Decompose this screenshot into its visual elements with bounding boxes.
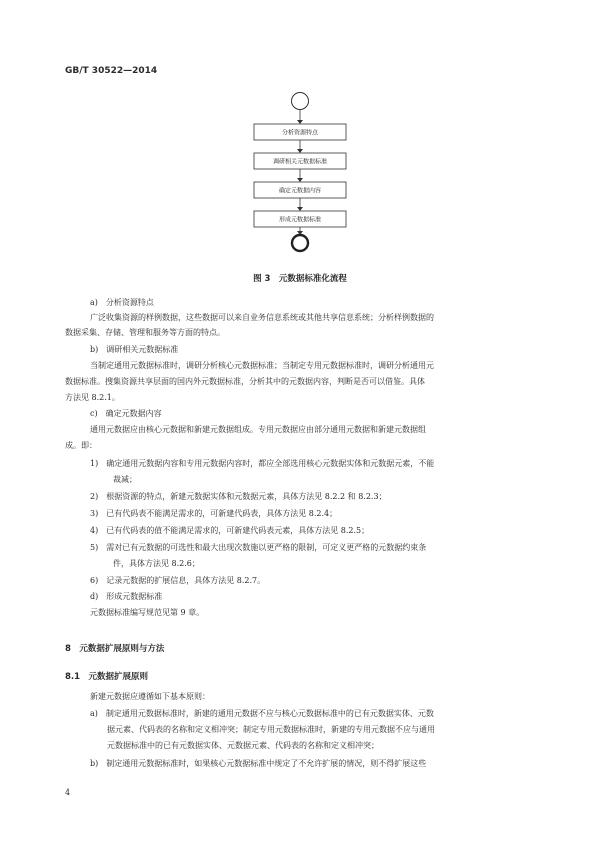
paragraph-line: 数据采集、存储、管理和服务等方面的特点。 (65, 328, 225, 337)
standard-code-header: GB/T 30522—2014 (65, 66, 158, 76)
item-a-heading: a) 分析资源特点 (90, 298, 154, 307)
paragraph-line: 成。即： (65, 441, 97, 450)
flow-step-4-label: 形成元数据标准 (278, 216, 322, 224)
principle-a-cont: 据元素、代码表的名称和定义相冲突；制定专用元数据标准时，新建的专用元数据不应与通用 (107, 725, 435, 734)
flow-end-node (292, 235, 308, 251)
item-b-heading: b) 调研相关元数据标准 (90, 345, 179, 354)
paragraph-line: 广泛收集资源的样例数据，这些数据可以来自业务信息系统或其他共享信息系统；分析样例数据的 (90, 313, 434, 322)
principle-a: a) 制定通用元数据标准时，新建的通用元数据不应与核心元数据标准中的已有元数据实体、元数 (90, 709, 434, 718)
paragraph-line: 方法见 8.2.1。 (65, 393, 120, 402)
flow-start-node (292, 93, 309, 110)
item-d-heading: d) 形成元数据标准 (90, 592, 163, 601)
principle-a-cont: 元数据标准中的已有元数据实体、元数据元素、代码表的名称和定义相冲突； (107, 741, 379, 750)
section-8-heading: 8 元数据扩展原则与方法 (65, 644, 165, 654)
list-item-3: 3) 已有代码表不能满足需求的，可新建代码表，具体方法见 8.2.4； (90, 509, 338, 518)
flow-arrow-icon (297, 120, 303, 124)
flow-step-3-label: 确定元数据内容 (278, 187, 322, 195)
flow-step-1-label: 分析资源特点 (281, 129, 319, 137)
figure-caption: 图 3 元数据标准化流程 (253, 274, 347, 284)
flow-step-2-label: 调研相关元数据标准 (272, 158, 328, 166)
list-item-1: 1) 确定通用元数据内容和专用元数据内容时，都应全部选用核心元数据实体和元数据元素，不能 (90, 459, 435, 468)
paragraph-line: 通用元数据应由核心元数据和新建元数据组成。专用元数据应由部分通用元数据和新建元数据组 (90, 425, 426, 434)
item-c-heading: c) 确定元数据内容 (90, 409, 162, 418)
paragraph-line: 新建元数据应遵循如下基本原则： (90, 692, 210, 701)
flow-arrow-icon (297, 178, 303, 182)
principle-b: b) 制定通用元数据标准时，如果核心元数据标准中规定了不允许扩展的情况，则不得扩展这些 (90, 759, 427, 768)
flowchart (0, 0, 600, 270)
list-item-4: 4) 已有代码表的值不能满足需求的，可新建代码表元素，具体方法见 8.2.5； (90, 526, 370, 535)
section-8-1-heading: 8.1 元数据扩展原则 (65, 672, 149, 682)
list-item-1-cont: 裁减； (113, 475, 137, 484)
paragraph-line: 数据标准。搜集资源共享层面的国内外元数据标准，分析其中的元数据内容，判断是否可以借鉴。具体 (65, 377, 425, 386)
paragraph-line: 当制定通用元数据标准时，调研分析核心元数据标准；当制定专用元数据标准时，调研分析通用元 (90, 361, 434, 370)
list-item-2: 2) 根据资源的特点，新建元数据实体和元数据元素，具体方法见 8.2.2 和 8.2.3； (90, 492, 387, 501)
list-item-6: 6) 记录元数据的扩展信息，具体方法见 8.2.7。 (90, 576, 266, 585)
page-number: 4 (65, 788, 71, 797)
flow-arrow-icon (297, 149, 303, 153)
list-item-5-cont: 件，具体方法见 8.2.6； (113, 559, 200, 568)
paragraph-line: 元数据标准编写规范见第 9 章。 (90, 608, 205, 617)
flow-arrow-icon (297, 207, 303, 211)
list-item-5: 5) 需对已有元数据的可选性和最大出现次数施以更严格的限制，可定义更严格的元数据约束条 (90, 543, 427, 552)
